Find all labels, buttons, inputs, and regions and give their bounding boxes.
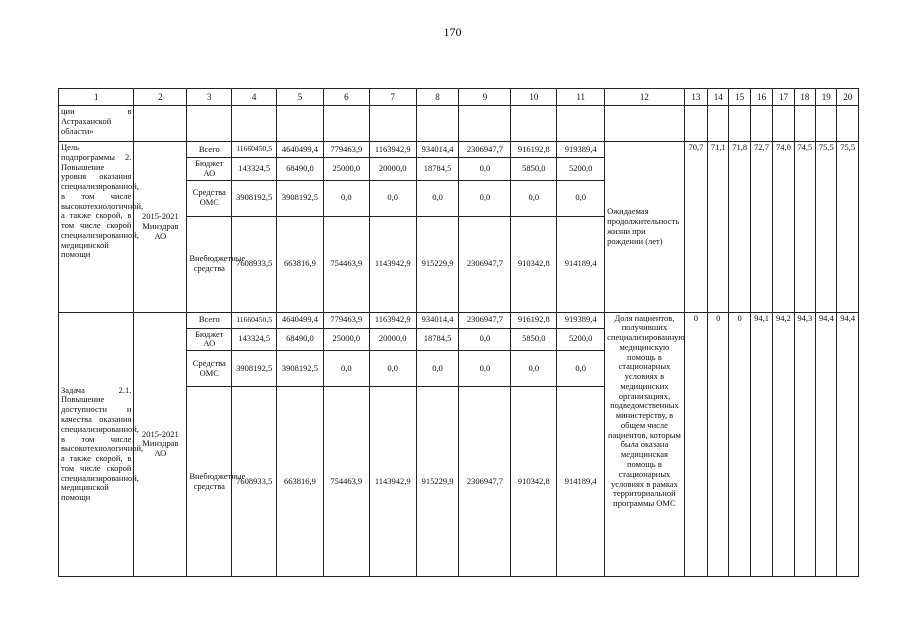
value-cell: 914189,4 bbox=[557, 216, 605, 312]
value-cell: 2306947,7 bbox=[459, 142, 511, 158]
col-num: 12 bbox=[605, 89, 684, 106]
value-cell: 11660450,5 bbox=[232, 312, 277, 328]
target-value: 72,7 bbox=[750, 142, 772, 313]
value-cell: 7608933,5 bbox=[232, 216, 277, 312]
value-cell: 3908192,5 bbox=[277, 351, 324, 387]
value-cell: 0,0 bbox=[416, 180, 459, 216]
period: 2015-2021 bbox=[141, 428, 179, 439]
value-cell: 18784,5 bbox=[416, 328, 459, 351]
value-cell: 2306947,7 bbox=[459, 216, 511, 312]
target-value: 71,1 bbox=[708, 142, 729, 313]
table-row bbox=[59, 142, 859, 158]
col-num: 3 bbox=[187, 89, 232, 106]
value-cell: 0,0 bbox=[323, 180, 369, 216]
period-executor bbox=[134, 142, 187, 313]
program-table bbox=[58, 88, 859, 577]
continuation-row bbox=[59, 106, 859, 142]
value-cell: 0,0 bbox=[459, 158, 511, 181]
value-cell: 143324,5 bbox=[232, 328, 277, 351]
value-cell: 779463,9 bbox=[323, 312, 369, 328]
value-cell: 754463,9 bbox=[323, 216, 369, 312]
col-num: 11 bbox=[557, 89, 605, 106]
col-num: 9 bbox=[459, 89, 511, 106]
executor: Минздрав АО bbox=[142, 220, 179, 241]
column-number-row bbox=[59, 89, 859, 106]
value-cell: 779463,9 bbox=[323, 142, 369, 158]
value-cell: 0,0 bbox=[459, 328, 511, 351]
value-cell: 0,0 bbox=[323, 351, 369, 387]
funding-source: Средства ОМС bbox=[187, 351, 232, 387]
value-cell: 915229,9 bbox=[416, 387, 459, 577]
target-value: 74,0 bbox=[773, 142, 794, 313]
value-cell: 25000,0 bbox=[323, 328, 369, 351]
value-cell: 754463,9 bbox=[323, 387, 369, 577]
target-value: 75,5 bbox=[837, 142, 859, 313]
funding-source: Внебюджетные средства bbox=[187, 387, 232, 577]
value-cell: 143324,5 bbox=[232, 158, 277, 181]
value-cell: 663816,9 bbox=[277, 387, 324, 577]
value-cell: 3908192,5 bbox=[232, 351, 277, 387]
target-value: 0 bbox=[684, 312, 707, 577]
target-value: 94,4 bbox=[816, 312, 837, 577]
value-cell: 11660450,5 bbox=[232, 142, 277, 158]
target-value: 0 bbox=[729, 312, 750, 577]
col-num: 18 bbox=[794, 89, 815, 106]
value-cell: 910342,8 bbox=[511, 216, 557, 312]
value-cell: 18784,5 bbox=[416, 158, 459, 181]
value-cell: 919389,4 bbox=[557, 312, 605, 328]
value-cell: 68490,0 bbox=[277, 328, 324, 351]
value-cell: 663816,9 bbox=[277, 216, 324, 312]
indicator-text: Ожидаемая продолжительность жизни при рождении (лет) bbox=[605, 142, 684, 313]
funding-source: Средства ОМС bbox=[187, 180, 232, 216]
target-value: 94,3 bbox=[794, 312, 815, 577]
value-cell: 0,0 bbox=[459, 351, 511, 387]
funding-source: Бюджет АО bbox=[187, 328, 232, 351]
goal-text: Цель подпрограммы 2. Повышение уровня оказания специализированной, в том числе высокотехнологичной, а также скорой, в том числе скорой специализированной, медицинской помощи bbox=[59, 142, 134, 313]
value-cell: 20000,0 bbox=[369, 328, 416, 351]
period-executor bbox=[134, 312, 187, 577]
target-value: 94,1 bbox=[750, 312, 772, 577]
value-cell: 914189,4 bbox=[557, 387, 605, 577]
value-cell: 916192,8 bbox=[511, 312, 557, 328]
col-num: 20 bbox=[837, 89, 859, 106]
value-cell: 1143942,9 bbox=[369, 216, 416, 312]
target-value: 75,5 bbox=[816, 142, 837, 313]
value-cell: 2306947,7 bbox=[459, 387, 511, 577]
target-value: 94,4 bbox=[837, 312, 859, 577]
value-cell: 1163942,9 bbox=[369, 142, 416, 158]
value-cell: 20000,0 bbox=[369, 158, 416, 181]
target-value: 0 bbox=[708, 312, 729, 577]
col-num: 17 bbox=[773, 89, 794, 106]
col-num: 10 bbox=[511, 89, 557, 106]
value-cell: 1163942,9 bbox=[369, 312, 416, 328]
value-cell: 0,0 bbox=[557, 351, 605, 387]
value-cell: 0,0 bbox=[369, 351, 416, 387]
target-value: 94,2 bbox=[773, 312, 794, 577]
value-cell: 0,0 bbox=[557, 180, 605, 216]
period: 2015-2021 bbox=[141, 211, 179, 222]
col-num: 14 bbox=[708, 89, 729, 106]
continuation-text: ции в Астраханской области» bbox=[59, 106, 134, 142]
value-cell: 5850,0 bbox=[511, 158, 557, 181]
value-cell: 5200,0 bbox=[557, 158, 605, 181]
value-cell: 4640499,4 bbox=[277, 142, 324, 158]
value-cell: 3908192,5 bbox=[232, 180, 277, 216]
value-cell: 910342,8 bbox=[511, 387, 557, 577]
col-num: 1 bbox=[59, 89, 134, 106]
executor: Минздрав АО bbox=[142, 438, 179, 459]
target-value: 71,8 bbox=[729, 142, 750, 313]
value-cell: 916192,8 bbox=[511, 142, 557, 158]
value-cell: 919389,4 bbox=[557, 142, 605, 158]
value-cell: 5200,0 bbox=[557, 328, 605, 351]
col-num: 19 bbox=[816, 89, 837, 106]
value-cell: 934014,4 bbox=[416, 142, 459, 158]
value-cell: 3908192,5 bbox=[277, 180, 324, 216]
funding-source: Внебюджетные средства bbox=[187, 216, 232, 312]
task-text: Задача 2.1. Повышение доступности и качества оказания специализированной, в том числе высокотехнологичной, а также скорой, в том числе скорой специализированной, медицинской помощи bbox=[59, 312, 134, 577]
col-num: 16 bbox=[750, 89, 772, 106]
value-cell: 25000,0 bbox=[323, 158, 369, 181]
value-cell: 0,0 bbox=[416, 351, 459, 387]
value-cell: 0,0 bbox=[459, 180, 511, 216]
value-cell: 1143942,9 bbox=[369, 387, 416, 577]
value-cell: 7608933,5 bbox=[232, 387, 277, 577]
target-value: 70,7 bbox=[684, 142, 707, 313]
value-cell: 2306947,7 bbox=[459, 312, 511, 328]
col-num: 2 bbox=[134, 89, 187, 106]
value-cell: 5850,0 bbox=[511, 328, 557, 351]
col-num: 5 bbox=[277, 89, 324, 106]
col-num: 8 bbox=[416, 89, 459, 106]
col-num: 7 bbox=[369, 89, 416, 106]
value-cell: 0,0 bbox=[369, 180, 416, 216]
funding-source: Бюджет АО bbox=[187, 158, 232, 181]
page-number: 170 bbox=[443, 25, 462, 39]
col-num: 4 bbox=[232, 89, 277, 106]
value-cell: 68490,0 bbox=[277, 158, 324, 181]
value-cell: 915229,9 bbox=[416, 216, 459, 312]
value-cell: 934014,4 bbox=[416, 312, 459, 328]
value-cell: 0,0 bbox=[511, 180, 557, 216]
funding-source: Всего bbox=[187, 312, 232, 328]
col-num: 6 bbox=[323, 89, 369, 106]
value-cell: 0,0 bbox=[511, 351, 557, 387]
value-cell: 4640499,4 bbox=[277, 312, 324, 328]
target-value: 74,5 bbox=[794, 142, 815, 313]
indicator-text: Доля пациентов, получивших специализированную медицинскую помощь в стационарных условиях в медицинских организациях, подведомственных министерству, в общем числе пациентов, которым была оказана медицинская помощь в стационарных условиях в рамках территориальной программы ОМС bbox=[605, 312, 684, 577]
col-num: 15 bbox=[729, 89, 750, 106]
table-row bbox=[59, 312, 859, 328]
funding-source: Всего bbox=[187, 142, 232, 158]
col-num: 13 bbox=[684, 89, 707, 106]
